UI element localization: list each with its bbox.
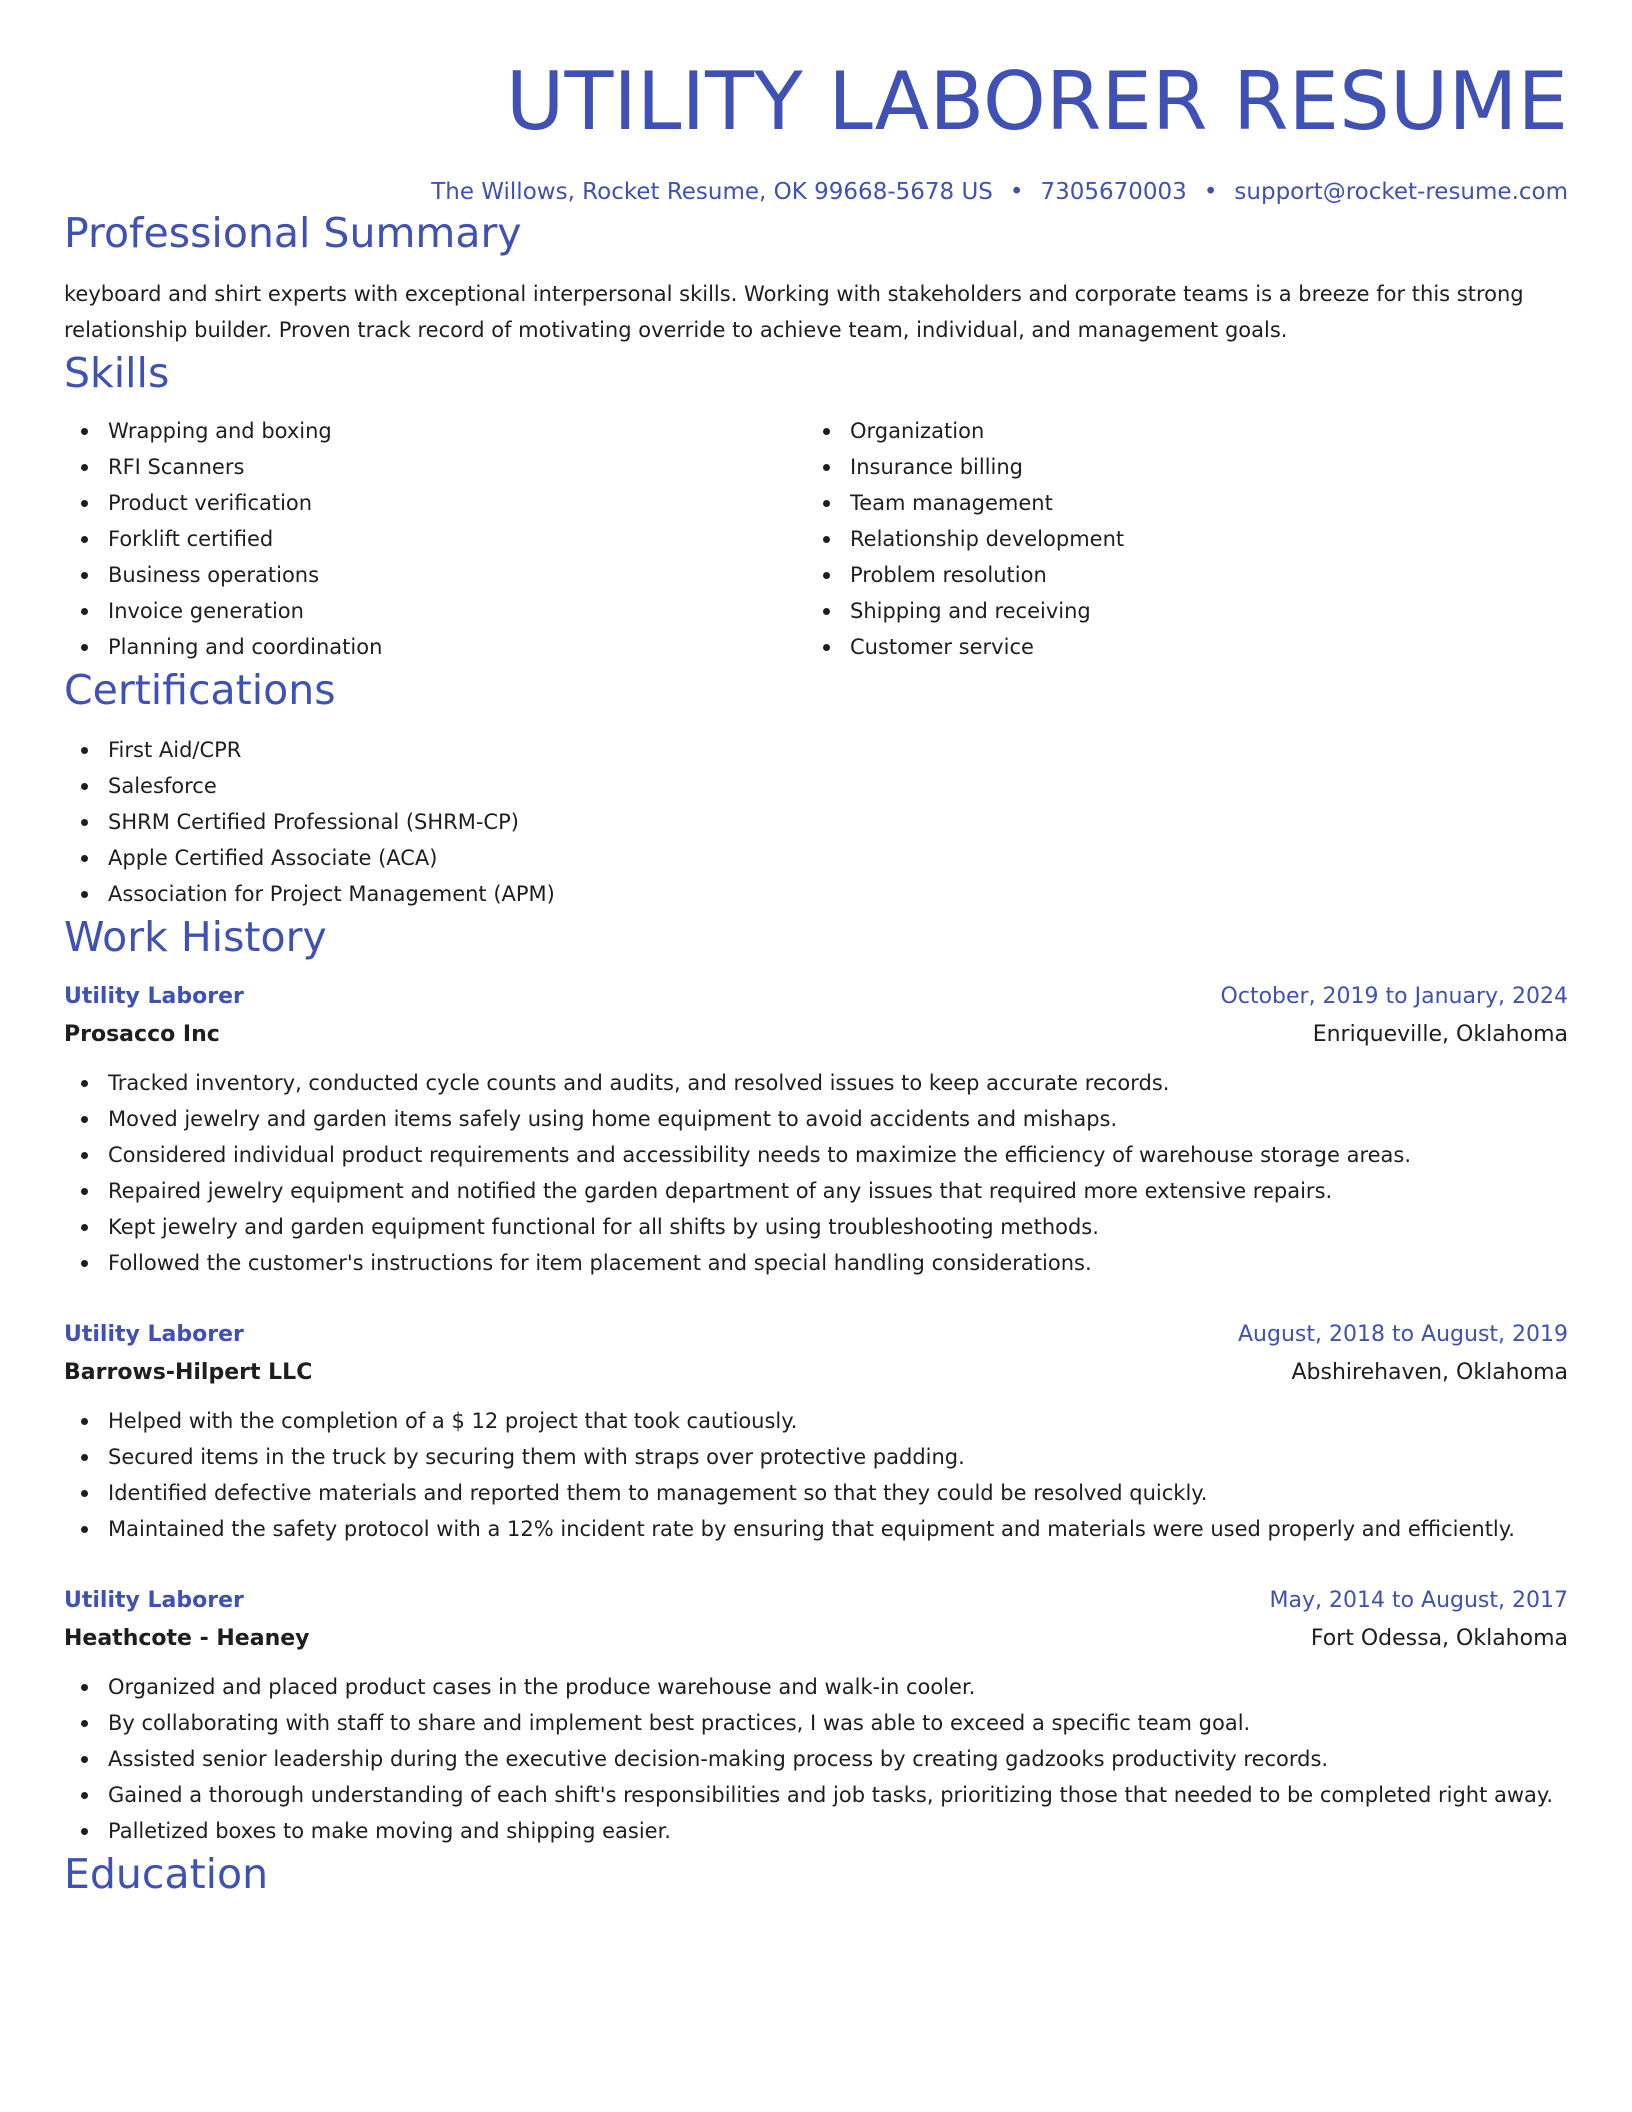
certification-item: Association for Project Management (APM) (108, 876, 1568, 912)
job-entry (64, 979, 1568, 1281)
job-company-row (64, 1015, 1568, 1055)
job-bullet: Secured items in the truck by securing them with straps over protective padding. (108, 1439, 1568, 1475)
job-bullet: By collaborating with staff to share and implement best practices, I was able to exceed a specific team goal. (108, 1705, 1568, 1741)
certification-item: Apple Certified Associate (ACA) (108, 840, 1568, 876)
job-bullet: Followed the customer's instructions for item placement and special handling considerations. (108, 1245, 1568, 1281)
job-title: Utility Laborer (64, 984, 244, 1009)
skill-item: Invoice generation (108, 593, 806, 629)
certifications-list (64, 732, 1568, 912)
job-bullet: Repaired jewelry equipment and notified the garden department of any issues that required more extensive repairs. (108, 1173, 1568, 1209)
skills-column-left (64, 413, 806, 665)
job-company: Prosacco Inc (64, 1022, 220, 1047)
education-heading: Education (64, 1850, 269, 1898)
job-dates: August, 2018 to August, 2019 (1238, 1322, 1568, 1347)
job-entry (64, 1583, 1568, 1849)
contact-address: The Willows, Rocket Resume, OK 99668-5678 US (431, 179, 993, 205)
job-title-row (64, 979, 1568, 1015)
job-bullet: Moved jewelry and garden items safely using home equipment to avoid accidents and mishaps. (108, 1101, 1568, 1137)
job-company-row (64, 1353, 1568, 1393)
skill-item: Business operations (108, 557, 806, 593)
job-company: Barrows-Hilpert LLC (64, 1360, 313, 1385)
skill-item: Shipping and receiving (850, 593, 1550, 629)
job-dates: May, 2014 to August, 2017 (1269, 1588, 1568, 1613)
skills-column-right (806, 413, 1550, 665)
job-title-row (64, 1317, 1568, 1353)
job-bullet: Organized and placed product cases in the produce warehouse and walk-in cooler. (108, 1669, 1568, 1705)
job-bullet: Identified defective materials and reported them to management so that they could be resolved quickly. (108, 1475, 1568, 1511)
resume-page (64, 0, 1568, 1899)
job-title: Utility Laborer (64, 1322, 244, 1347)
job-bullet: Assisted senior leadership during the executive decision-making process by creating gadzooks productivity records. (108, 1741, 1568, 1777)
job-bullet: Gained a thorough understanding of each shift's responsibilities and job tasks, prioritizing those that needed to be completed right away. (108, 1777, 1568, 1813)
skill-item: Insurance billing (850, 449, 1550, 485)
contact-line (64, 176, 1568, 208)
skill-item: Organization (850, 413, 1550, 449)
resume-title: UTILITY LABORER RESUME (505, 55, 1568, 148)
resume-header (64, 0, 1568, 208)
job-bullet: Tracked inventory, conducted cycle counts and audits, and resolved issues to keep accurate records. (108, 1065, 1568, 1101)
skill-item: RFI Scanners (108, 449, 806, 485)
job-title: Utility Laborer (64, 1588, 244, 1613)
job-bullet: Palletized boxes to make moving and shipping easier. (108, 1813, 1568, 1849)
summary-heading: Professional Summary (64, 209, 522, 257)
skill-item: Team management (850, 485, 1550, 521)
job-location: Fort Odessa, Oklahoma (1310, 1626, 1568, 1651)
job-location: Abshirehaven, Oklahoma (1291, 1360, 1568, 1385)
skill-item: Product verification (108, 485, 806, 521)
job-bullet: Maintained the safety protocol with a 12% incident rate by ensuring that equipment and materials were used properly and efficiently. (108, 1511, 1568, 1547)
job-title-row (64, 1583, 1568, 1619)
certifications-heading: Certifications (64, 666, 336, 714)
summary-text: keyboard and shirt experts with exceptional interpersonal skills. Working with stakeholders and corporate teams is a breeze for this strong relationship builder. Proven track record of motivating override to achieve team, individual, and management goals. (64, 282, 1524, 342)
work-history-heading: Work History (64, 913, 327, 961)
job-location: Enriqueville, Oklahoma (1312, 1022, 1568, 1047)
certification-item: Salesforce (108, 768, 1568, 804)
job-dates: October, 2019 to January, 2024 (1220, 984, 1568, 1009)
skills-heading: Skills (64, 349, 170, 397)
skill-item: Customer service (850, 629, 1550, 665)
skill-item: Planning and coordination (108, 629, 806, 665)
contact-separator: • (1009, 179, 1024, 205)
skill-item: Forklift certified (108, 521, 806, 557)
job-bullet: Kept jewelry and garden equipment functional for all shifts by using troubleshooting methods. (108, 1209, 1568, 1245)
job-bullet: Considered individual product requirements and accessibility needs to maximize the efficiency of warehouse storage areas. (108, 1137, 1568, 1173)
job-bullet: Helped with the completion of a $ 12 project that took cautiously. (108, 1403, 1568, 1439)
job-entry (64, 1317, 1568, 1547)
certification-item: SHRM Certified Professional (SHRM-CP) (108, 804, 1568, 840)
contact-separator: • (1203, 179, 1218, 205)
skill-item: Wrapping and boxing (108, 413, 806, 449)
skill-item: Problem resolution (850, 557, 1550, 593)
job-company: Heathcote - Heaney (64, 1626, 310, 1651)
certification-item: First Aid/CPR (108, 732, 1568, 768)
skills-list (64, 413, 1568, 665)
contact-phone: 7305670003 (1040, 179, 1187, 205)
job-company-row (64, 1619, 1568, 1659)
job-bullets (64, 1669, 1568, 1849)
skill-item: Relationship development (850, 521, 1550, 557)
job-bullets (64, 1065, 1568, 1281)
contact-email: support@rocket-resume.com (1234, 179, 1568, 205)
job-bullets (64, 1403, 1568, 1547)
